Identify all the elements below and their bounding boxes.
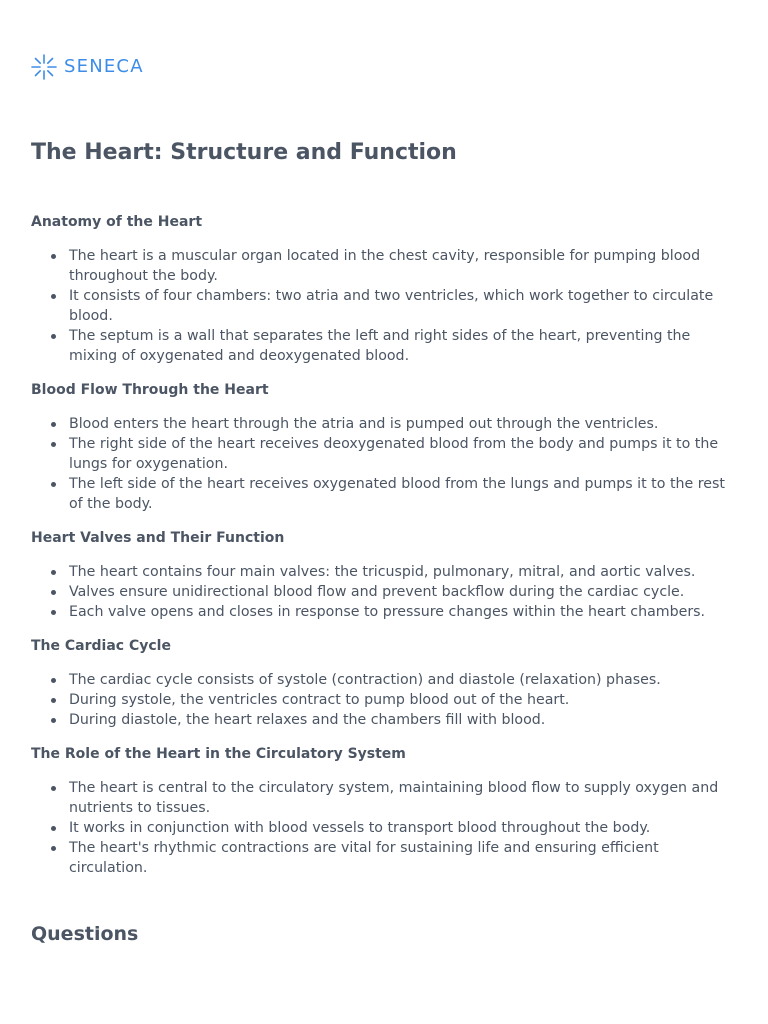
- page-title: The Heart: Structure and Function: [31, 140, 457, 165]
- seneca-logo[interactable]: [31, 54, 144, 80]
- section-heading: Heart Valves and Their Function: [31, 530, 285, 546]
- bullet-point: Valves ensure unidirectional blood flow and prevent backflow during the cardiac cycle.: [69, 582, 737, 602]
- bullet-list: [31, 414, 737, 514]
- questions-heading: Questions: [31, 923, 139, 945]
- bullet-point: The heart contains four main valves: the tricuspid, pulmonary, mitral, and aortic valves.: [69, 562, 737, 582]
- bullet-point: It works in conjunction with blood vessels to transport blood throughout the body.: [69, 818, 737, 838]
- bullet-list: [31, 246, 737, 366]
- bullet-list: [31, 778, 737, 878]
- bullet-point: During systole, the ventricles contract to pump blood out of the heart.: [69, 690, 737, 710]
- bullet-point: The heart is central to the circulatory system, maintaining blood flow to supply oxygen and nutrients to tissues.: [69, 778, 737, 818]
- section-heading: The Role of the Heart in the Circulatory System: [31, 746, 406, 762]
- bullet-point: The septum is a wall that separates the left and right sides of the heart, preventing the mixing of oxygenated and deoxygenated blood.: [69, 326, 737, 366]
- bullet-point: Blood enters the heart through the atria and is pumped out through the ventricles.: [69, 414, 737, 434]
- bullet-point: The heart's rhythmic contractions are vital for sustaining life and ensuring efficient circulation.: [69, 838, 737, 878]
- bullet-point: During diastole, the heart relaxes and the chambers fill with blood.: [69, 710, 737, 730]
- bullet-point: It consists of four chambers: two atria and two ventricles, which work together to circulate blood.: [69, 286, 737, 326]
- bullet-point: The cardiac cycle consists of systole (contraction) and diastole (relaxation) phases.: [69, 670, 737, 690]
- bullet-list: [31, 562, 737, 622]
- bullet-point: Each valve opens and closes in response to pressure changes within the heart chambers.: [69, 602, 737, 622]
- section-heading: The Cardiac Cycle: [31, 638, 171, 654]
- notes-content: [31, 212, 737, 892]
- bullet-list: [31, 670, 737, 730]
- section-heading: Blood Flow Through the Heart: [31, 382, 269, 398]
- section-heading: Anatomy of the Heart: [31, 214, 203, 230]
- bullet-point: The right side of the heart receives deoxygenated blood from the body and pumps it to the lungs for oxygenation.: [69, 434, 737, 474]
- bullet-point: The left side of the heart receives oxygenated blood from the lungs and pumps it to the rest of the body.: [69, 474, 737, 514]
- seneca-star-icon: [31, 54, 57, 80]
- bullet-point: The heart is a muscular organ located in the chest cavity, responsible for pumping blood throughout the body.: [69, 246, 737, 286]
- brand-name: SENECA: [64, 56, 144, 77]
